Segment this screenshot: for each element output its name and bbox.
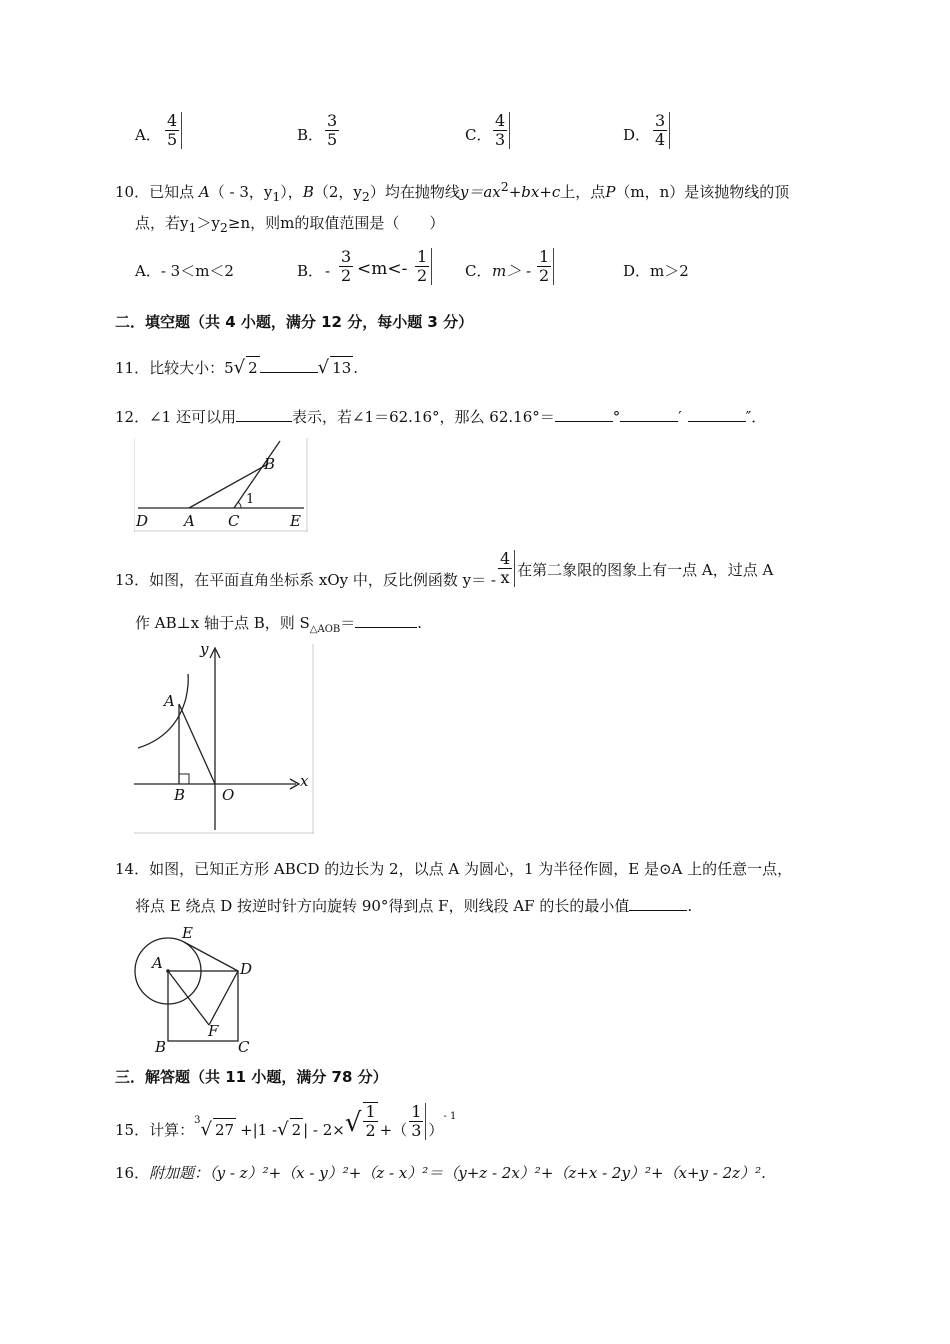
q12 — [115, 406, 766, 428]
denominator: 3 — [411, 1120, 422, 1140]
q14-line1 — [115, 858, 792, 880]
q13-text-5: . — [417, 614, 423, 632]
q13-text-2: 在第二象限的图象上有一点 A，过点 A — [517, 560, 774, 579]
q11-number: 11． — [115, 359, 150, 377]
q13-fraction — [498, 550, 515, 587]
point-e-label: E — [182, 924, 193, 942]
q15-text-3: | - 2× — [303, 1121, 345, 1139]
denominator: 2 — [341, 266, 352, 285]
q12-blank-1[interactable] — [236, 407, 292, 422]
q14-figure — [134, 922, 264, 1054]
q13-line2 — [135, 612, 422, 641]
q10-option-a: A．- 3＜m＜2 — [135, 262, 234, 280]
q9-option-d-label: D． — [623, 126, 651, 144]
point-d-label: D — [240, 960, 253, 978]
x-axis-label: x — [300, 772, 309, 790]
point-c-label: C — [238, 1038, 250, 1056]
denominator: 2 — [539, 266, 550, 285]
section-2-heading: 二．填空题（共 4 小题，满分 12 分，每小题 3 分） — [115, 313, 474, 331]
point-f-label: F — [208, 1022, 219, 1040]
q12-figure-svg — [134, 438, 308, 532]
q12-text-4: ′ — [678, 408, 682, 426]
numerator: 4 — [495, 111, 506, 130]
q11-end: . — [353, 359, 359, 377]
q10-option-c-frac — [537, 248, 554, 285]
q16-number: 16． — [115, 1164, 150, 1182]
q10-option-b-middle: <m<- — [357, 259, 408, 279]
numerator: 3 — [341, 247, 352, 266]
q12-text-3: ° — [612, 408, 621, 426]
point-a-label: A — [184, 512, 195, 530]
q10-option-b-label: B． — [297, 262, 324, 280]
numerator: 3 — [655, 111, 666, 130]
q13-subscript: △AOB — [309, 624, 341, 635]
point-a-label: A — [152, 954, 163, 972]
q10-option-c-text: m＞ - — [492, 262, 532, 280]
numerator: 1 — [539, 247, 550, 266]
numerator: 1 — [417, 247, 428, 266]
q11-text: 比较大小：5 — [149, 359, 234, 377]
q10-text-a: 已知点 — [149, 183, 195, 201]
q15: 15．计算：$^3$√ 27 +|1 -√ 2 | - 2×√ $\frac{1}{2}$ +（ $\frac{1}{3}$ ）$^{- 1}$ — [115, 1101, 457, 1140]
q12-blank-degrees[interactable] — [555, 407, 613, 422]
q10-text-e: ）均在抛物线 — [369, 183, 460, 201]
q14-text-3: . — [687, 897, 693, 915]
q11-radicand-2: 13 — [330, 356, 353, 379]
q10-number: 10． — [115, 183, 150, 201]
q14-text-1: 如图，已知正方形 ABCD 的边长为 2，以点 A 为圆心，1 为半径作圆，E 是⊙A 上的任意一点， — [149, 860, 793, 878]
q14-answer-blank[interactable] — [629, 896, 687, 911]
q12-blank-seconds[interactable] — [688, 407, 746, 422]
q11-answer-blank[interactable] — [260, 358, 318, 373]
q15-text-2: +|1 - — [240, 1121, 278, 1139]
q13-figure — [134, 640, 314, 834]
q15-exponent: - 1 — [443, 1111, 457, 1122]
q13-figure-svg — [134, 644, 314, 834]
q10-line2: 点，若$y_1>y_2\ge n$，则m的取值范围是（ ） — [135, 214, 445, 235]
q10-text-f: y＝ax — [459, 183, 501, 201]
q10-line2-a: 点，若y — [135, 214, 189, 232]
denominator: 5 — [327, 130, 338, 149]
q10-option-b-frac2 — [415, 248, 432, 285]
q15-radicand-2: 2 — [290, 1118, 304, 1141]
q10-option-b-minus: - — [325, 262, 331, 280]
point-c-label: C — [228, 512, 240, 530]
q15-text-4: +（ — [379, 1121, 408, 1139]
q12-text-1: ∠1 还可以用 — [149, 408, 236, 426]
q9-option-b-label: B． — [297, 126, 324, 144]
q13-text-4: ＝ — [340, 614, 356, 632]
q10-option-c-label: C． — [465, 262, 492, 280]
q10-line2-b: ＞y — [196, 214, 220, 232]
denominator: x — [500, 568, 510, 587]
q10-text-c: ）， — [280, 183, 303, 201]
point-d-label: D — [136, 512, 149, 530]
q11-radicand-1: 2 — [246, 356, 260, 379]
point-o-label: O — [222, 786, 235, 804]
q10-line1: 10．已知点 A（ - 3，$y_1$），B（2，$y_2$）均在抛物线$y=ax^2+bx+c$上，点P（m，n）是该抛物线的顶 — [115, 179, 790, 204]
numerator: 1 — [411, 1101, 422, 1121]
point-a-label: A — [164, 692, 175, 710]
q15-number: 15． — [115, 1121, 150, 1139]
q10-option-d: D．m＞2 — [623, 262, 689, 280]
numerator: 1 — [365, 1102, 376, 1121]
q10-line2-c: ≥n，则m的取值范围是（ ） — [227, 214, 445, 232]
q12-number: 12． — [115, 408, 150, 426]
y-axis-label: y — [200, 640, 209, 658]
q9-option-c-fraction — [493, 112, 510, 149]
q10-text-j: （m，n）是该抛物线的顶 — [615, 183, 790, 201]
denominator: 2 — [365, 1121, 376, 1140]
point-b-label: B — [264, 455, 276, 473]
numerator: 4 — [167, 111, 178, 130]
q15-text-1: 计算： — [149, 1121, 195, 1139]
q13-number: 13． — [115, 570, 150, 589]
q9-option-a-label: A． — [135, 126, 161, 144]
section-3-heading: 三．解答题（共 11 小题，满分 78 分） — [115, 1068, 388, 1086]
q12-text-5: ″． — [745, 408, 767, 426]
q13-text-3: 作 AB⊥x 轴于点 B，则 S — [135, 614, 310, 632]
q14-line2 — [135, 895, 692, 917]
q9-option-b-fraction — [325, 112, 339, 149]
q10-text-d: （2，y — [313, 183, 362, 201]
q11: 11．比较大小：5√ 2 √ 13 . — [115, 357, 359, 378]
q12-text-2: 表示，若∠1＝62.16°，那么 62.16°＝ — [291, 408, 555, 426]
point-b-label: B — [174, 786, 186, 804]
q14-number: 14． — [115, 860, 150, 878]
q15-text-5: ） — [428, 1121, 444, 1139]
point-e-label: E — [290, 512, 301, 530]
q10-option-b-frac1 — [339, 248, 353, 285]
q13-line1 — [115, 550, 773, 590]
q15-sqrt-fraction — [363, 1102, 377, 1140]
q14-text-2: 将点 E 绕点 D 按逆时针方向旋转 90°得到点 F，则线段 AF 的长的最小值 — [135, 897, 630, 915]
q10-text-b: （ - 3，y — [209, 183, 273, 201]
q15-fraction — [409, 1103, 426, 1140]
denominator: 3 — [495, 130, 506, 149]
q13-answer-blank[interactable] — [355, 613, 417, 628]
numerator: 3 — [327, 111, 338, 130]
q9-option-a-fraction — [165, 112, 182, 149]
q10-text-g: +bx+c — [508, 183, 561, 201]
q12-figure — [134, 438, 308, 532]
numerator: 4 — [499, 549, 511, 568]
q10-text-i: P — [605, 183, 616, 201]
q14-figure-svg — [134, 922, 264, 1054]
q9-option-c-label: C． — [465, 126, 492, 144]
point-b-label: B — [155, 1038, 167, 1056]
denominator: 5 — [167, 130, 178, 149]
q12-blank-minutes[interactable] — [620, 407, 678, 422]
denominator: 4 — [655, 130, 666, 149]
q15-root-index: 3 — [194, 1115, 201, 1126]
q16 — [115, 1162, 766, 1184]
q10-text-h: 上，点 — [560, 183, 606, 201]
denominator: 2 — [417, 266, 428, 285]
q15-radicand-27: 27 — [213, 1118, 236, 1141]
q9-option-d-fraction — [653, 112, 670, 149]
q13-text-1: 如图，在平面直角坐标系 xOy 中，反比例函数 y＝ - — [149, 570, 496, 589]
angle-1-label: 1 — [246, 492, 255, 507]
q10-options — [135, 248, 835, 294]
q16-text: 附加题：（y - z）²+（x - y）²+（z - x）²＝（y+z - 2x）²+（z+x - 2y）²+（x+y - 2z）². — [149, 1164, 766, 1182]
